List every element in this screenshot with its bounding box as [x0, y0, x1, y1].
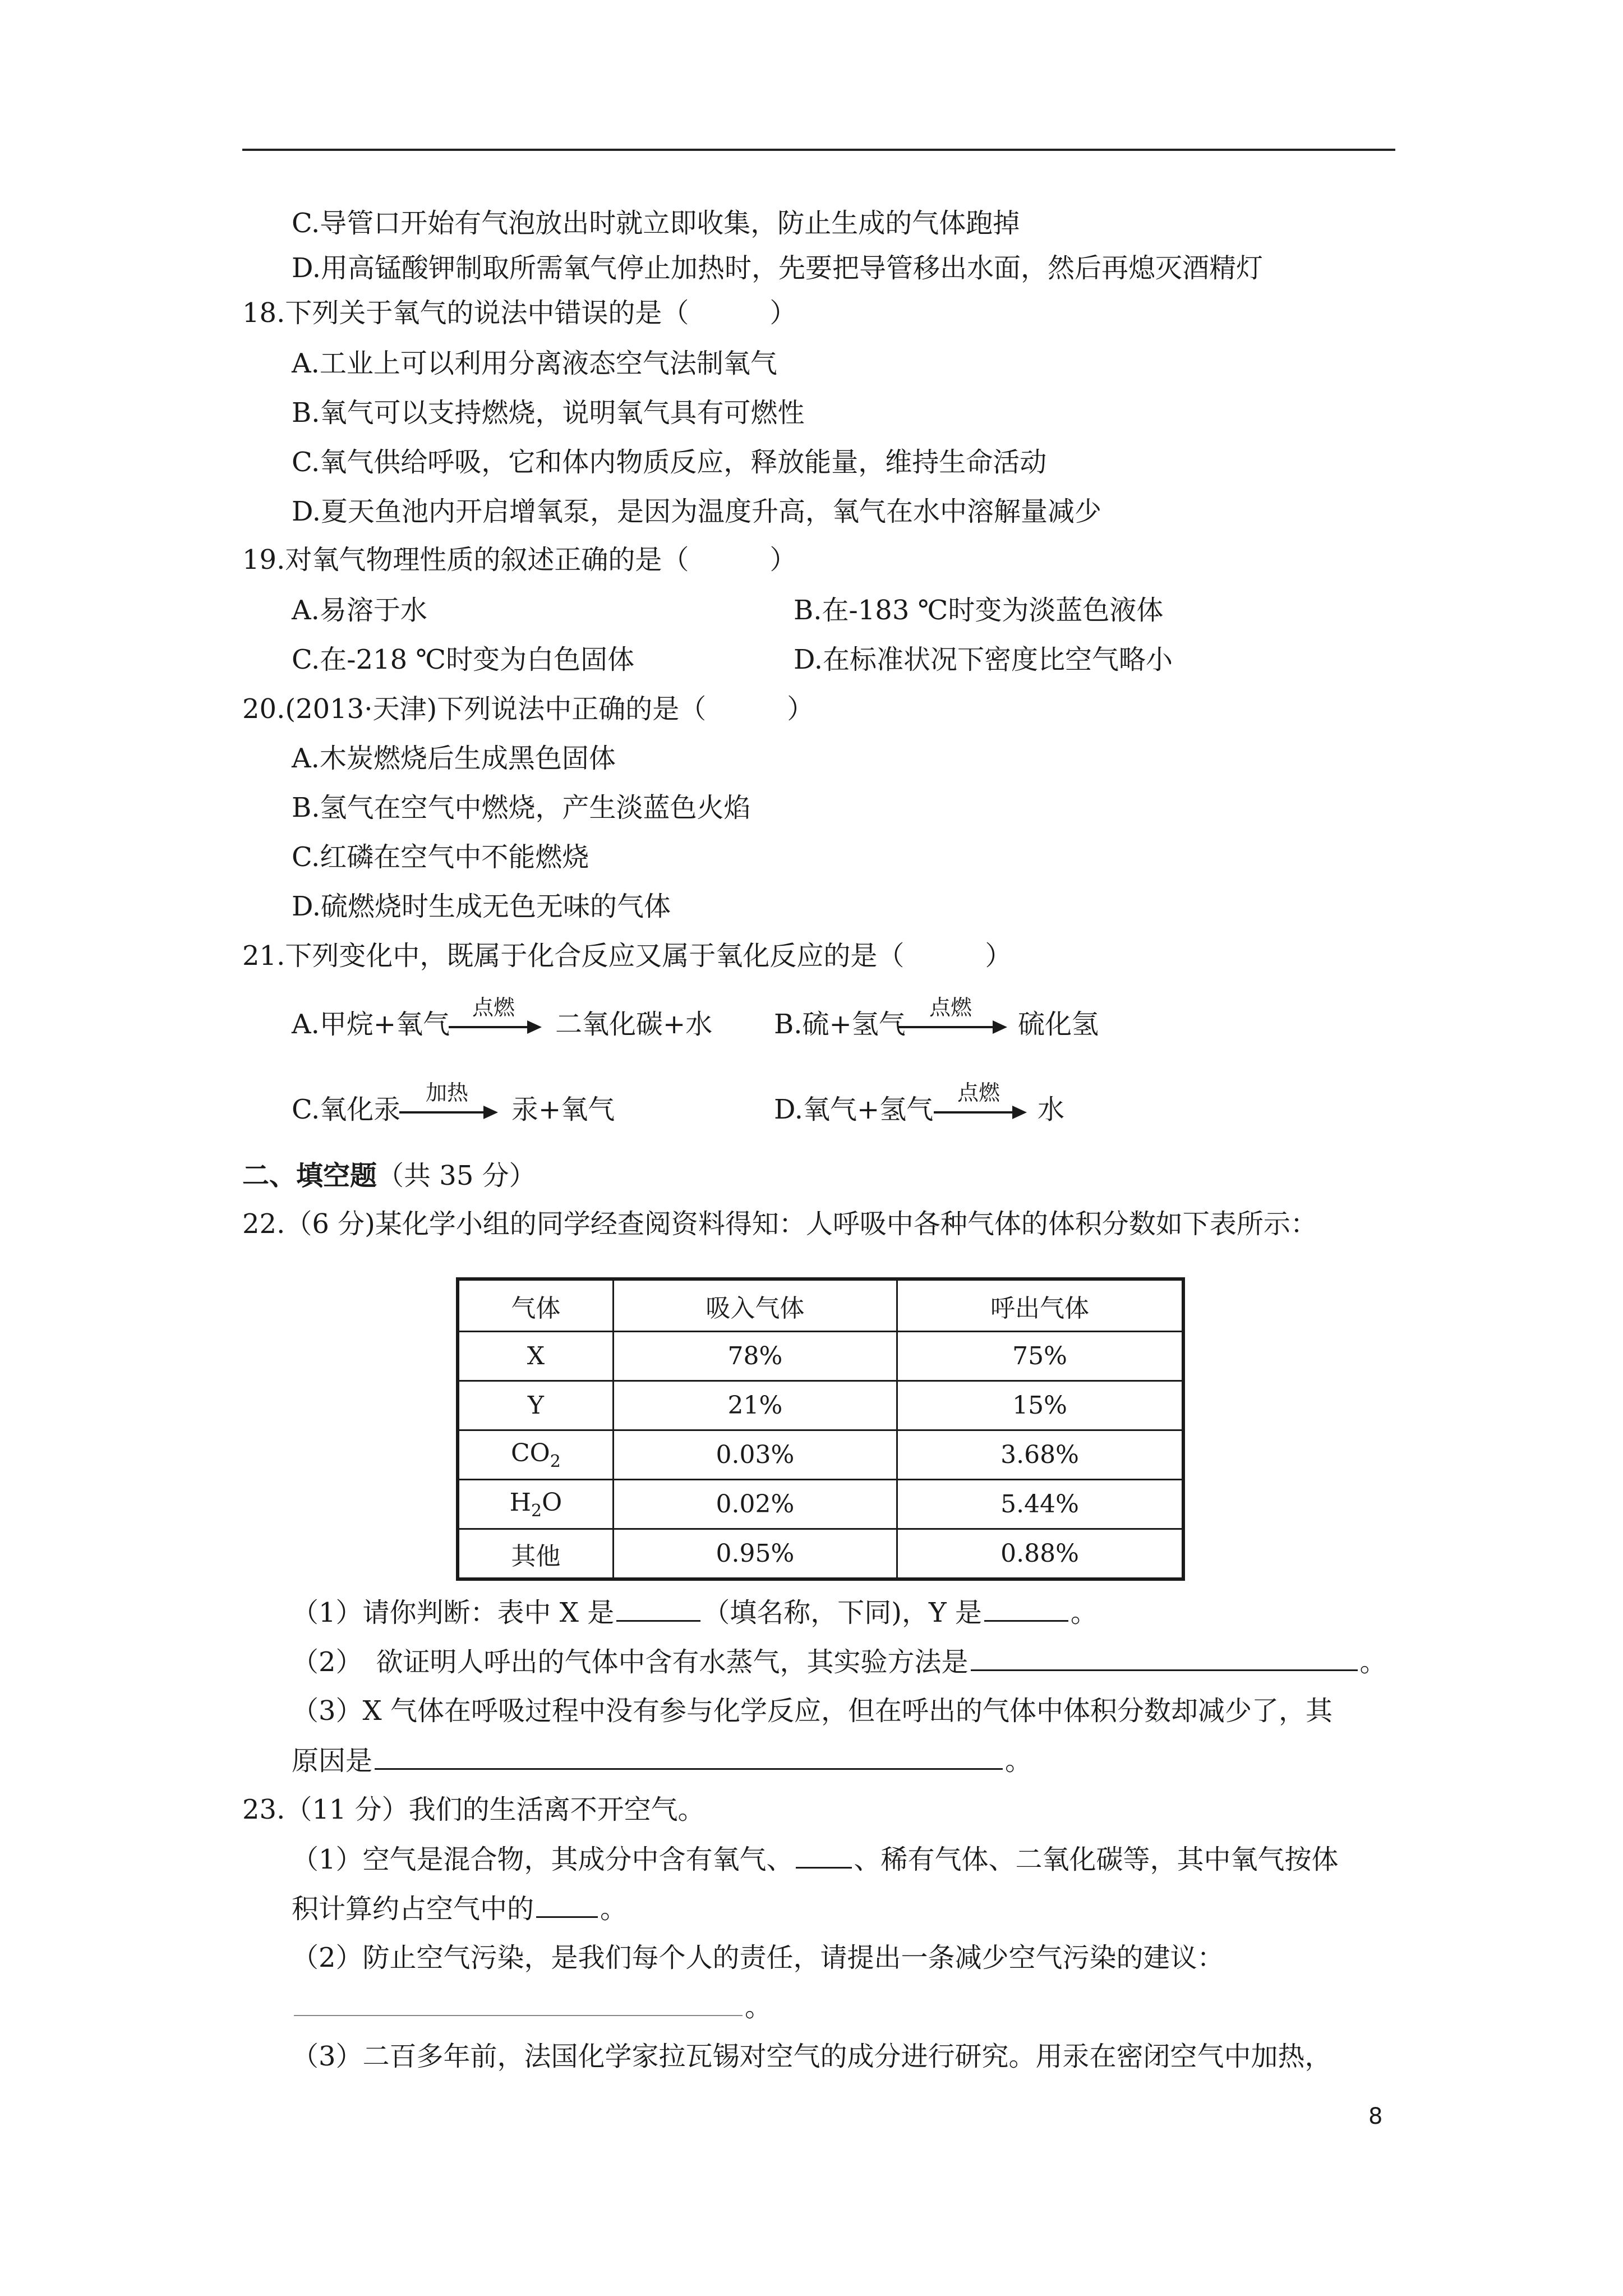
- table-row: [458, 1430, 1183, 1480]
- q22-blank-method[interactable]: [971, 1645, 1358, 1671]
- q23-part2-end: 。: [745, 1991, 772, 2023]
- q17-option-c: C.导管口开始有气泡放出时就立即收集，防止生成的气体跑掉: [292, 208, 1020, 239]
- co2-formula: CO: [510, 1438, 550, 1467]
- q23-part1-text: （1）空气是混合物，其成分中含有氧气、: [292, 1844, 794, 1875]
- q21-option-c-reactants: C.氧化汞: [292, 1094, 401, 1125]
- q22-part3-end: 。: [1005, 1745, 1032, 1777]
- q18-option-b: B.氧气可以支持燃烧，说明氧气具有可燃性: [292, 397, 805, 429]
- table-row: [458, 1529, 1183, 1580]
- table-cell: 0.95%: [613, 1529, 897, 1580]
- q23-blank-suggestion[interactable]: [294, 1990, 743, 2016]
- q18-stem: 18.下列关于氧气的说法中错误的是（ ）: [242, 297, 797, 329]
- table-cell: [458, 1480, 613, 1529]
- table-cell: 0.88%: [897, 1529, 1183, 1580]
- q22-blank-x[interactable]: [616, 1595, 700, 1622]
- table-cell: 21%: [613, 1381, 897, 1430]
- h2o-subscript: 2: [531, 1501, 542, 1521]
- q21-option-c-arrow: [399, 1111, 495, 1114]
- table-cell: Y: [458, 1381, 613, 1430]
- q23-part1: [292, 1842, 1339, 1876]
- q22-part1-text: （1）请你判断：表中 X 是: [292, 1597, 615, 1628]
- q23-part1-cont: [292, 1892, 627, 1926]
- q22-part1-text2: （填名称，下同)，Y 是: [703, 1597, 982, 1628]
- q19-option-b: B.在-183 ℃时变为淡蓝色液体: [794, 595, 1164, 626]
- q22-part2: [292, 1645, 1387, 1679]
- table-header-cell: 气体: [458, 1279, 613, 1332]
- q21-option-a-arrow: [449, 1026, 538, 1028]
- table-row: [458, 1332, 1183, 1381]
- q19-option-a: A.易溶于水: [292, 595, 427, 626]
- q20-stem: 20.(2013·天津)下列说法中正确的是（ ）: [242, 693, 814, 725]
- q22-part2-end: 。: [1359, 1646, 1387, 1678]
- section-heading: [242, 1159, 536, 1193]
- q18-option-c: C.氧气供给呼吸，它和体内物质反应，释放能量，维持生命活动: [292, 447, 1047, 478]
- table-row: [458, 1381, 1183, 1430]
- q22-part1: [292, 1595, 1098, 1630]
- q21-option-b-condition: 点燃: [929, 995, 972, 1020]
- table-cell: 0.03%: [613, 1430, 897, 1480]
- table-header-cell: 吸入气体: [613, 1279, 897, 1332]
- co2-subscript: 2: [550, 1451, 561, 1471]
- table-cell: 其他: [458, 1529, 613, 1580]
- q22-blank-reason[interactable]: [375, 1743, 1003, 1770]
- table-cell: 3.68%: [897, 1430, 1183, 1480]
- q21-option-d-reactants: D.氧气+氢气: [774, 1094, 934, 1125]
- q23-blank-gas[interactable]: [796, 1842, 852, 1869]
- table-row: [458, 1480, 1183, 1529]
- q21-option-d-condition: 点燃: [957, 1080, 1000, 1105]
- q23-blank-fraction[interactable]: [536, 1892, 598, 1918]
- page-number: 8: [1368, 2104, 1383, 2129]
- table-cell: X: [458, 1332, 613, 1381]
- q20-option-c: C.红磷在空气中不能燃烧: [292, 841, 589, 873]
- q22-part1-end: 。: [1070, 1597, 1098, 1628]
- q20-option-b: B.氢气在空气中燃烧，产生淡蓝色火焰: [292, 792, 751, 823]
- q20-option-a: A.木炭燃烧后生成黑色固体: [292, 743, 616, 774]
- table-cell: 5.44%: [897, 1480, 1183, 1529]
- q23-part2-cont: [292, 1990, 772, 2024]
- header-rule: [242, 149, 1395, 151]
- table-header-cell: 呼出气体: [897, 1279, 1183, 1332]
- h2o-formula: H: [509, 1488, 531, 1517]
- q18-option-d: D.夏天鱼池内开启增氧泵，是因为温度升高，氧气在水中溶解量减少: [292, 496, 1102, 527]
- q21-option-c-products: 汞+氧气: [511, 1094, 615, 1125]
- h2o-formula-tail: O: [542, 1488, 562, 1517]
- q22-part3-cont: [292, 1743, 1032, 1778]
- q21-option-d-products: 水: [1038, 1094, 1065, 1125]
- q22-blank-y[interactable]: [984, 1595, 1068, 1622]
- table-cell: 0.02%: [613, 1480, 897, 1529]
- q21-option-a-condition: 点燃: [472, 995, 515, 1020]
- table-header-row: [458, 1279, 1183, 1332]
- table-cell: [458, 1430, 613, 1480]
- q19-stem: 19.对氧气物理性质的叙述正确的是（ ）: [242, 544, 797, 576]
- q23-part1-text3: 积计算约占空气中的: [292, 1893, 534, 1925]
- table-cell: 15%: [897, 1381, 1183, 1430]
- q23-stem: 23.（11 分）我们的生活离不开空气。: [242, 1794, 705, 1825]
- q20-option-d: D.硫燃烧时生成无色无味的气体: [292, 891, 671, 922]
- table-cell: 78%: [613, 1332, 897, 1381]
- q19-option-c: C.在-218 ℃时变为白色固体: [292, 644, 635, 675]
- q17-option-d: D.用高锰酸钾制取所需氧气停止加热时，先要把导管移出水面，然后再熄灭酒精灯: [292, 252, 1264, 284]
- q21-option-a-products: 二氧化碳+水: [555, 1009, 713, 1040]
- q21-option-c-condition: 加热: [425, 1080, 468, 1105]
- q21-stem: 21.下列变化中，既属于化合反应又属于氧化反应的是（ ）: [242, 940, 1012, 972]
- q23-part3: （3）二百多年前，法国化学家拉瓦锡对空气的成分进行研究。用汞在密闭空气中加热，: [292, 2041, 1332, 2072]
- q22-part3-label: 原因是: [292, 1745, 373, 1777]
- q22-part3: （3）X 气体在呼吸过程中没有参与化学反应，但在呼出的气体中体积分数却减少了，其: [292, 1695, 1332, 1727]
- section-title: 二、填空题: [242, 1160, 377, 1191]
- q19-option-d: D.在标准状况下密度比空气略小: [794, 644, 1173, 675]
- q21-option-b-products: 硫化氢: [1018, 1009, 1099, 1040]
- gas-volume-table: [456, 1277, 1185, 1581]
- q21-option-b-reactants: B.硫+氢气: [774, 1009, 906, 1040]
- q18-option-a: A.工业上可以利用分离液态空气法制氧气: [292, 348, 777, 379]
- section-score: （共 35 分）: [377, 1160, 536, 1191]
- q23-part2: （2）防止空气污染，是我们每个人的责任，请提出一条减少空气污染的建议：: [292, 1942, 1224, 1973]
- q21-option-a-reactants: A.甲烷+氧气: [292, 1009, 450, 1040]
- q23-part1-text2: 、稀有气体、二氧化碳等，其中氧气按体: [854, 1844, 1339, 1875]
- q21-option-b-arrow: [897, 1026, 1004, 1028]
- q22-part2-text: （2） 欲证明人呼出的气体中含有水蒸气，其实验方法是: [292, 1646, 969, 1678]
- q23-part1-end: 。: [600, 1893, 628, 1925]
- q22-stem: 22.（6 分)某化学小组的同学经查阅资料得知：人呼吸中各种气体的体积分数如下表所示：: [242, 1208, 1317, 1240]
- q21-option-d-arrow: [934, 1111, 1023, 1114]
- table-cell: 75%: [897, 1332, 1183, 1381]
